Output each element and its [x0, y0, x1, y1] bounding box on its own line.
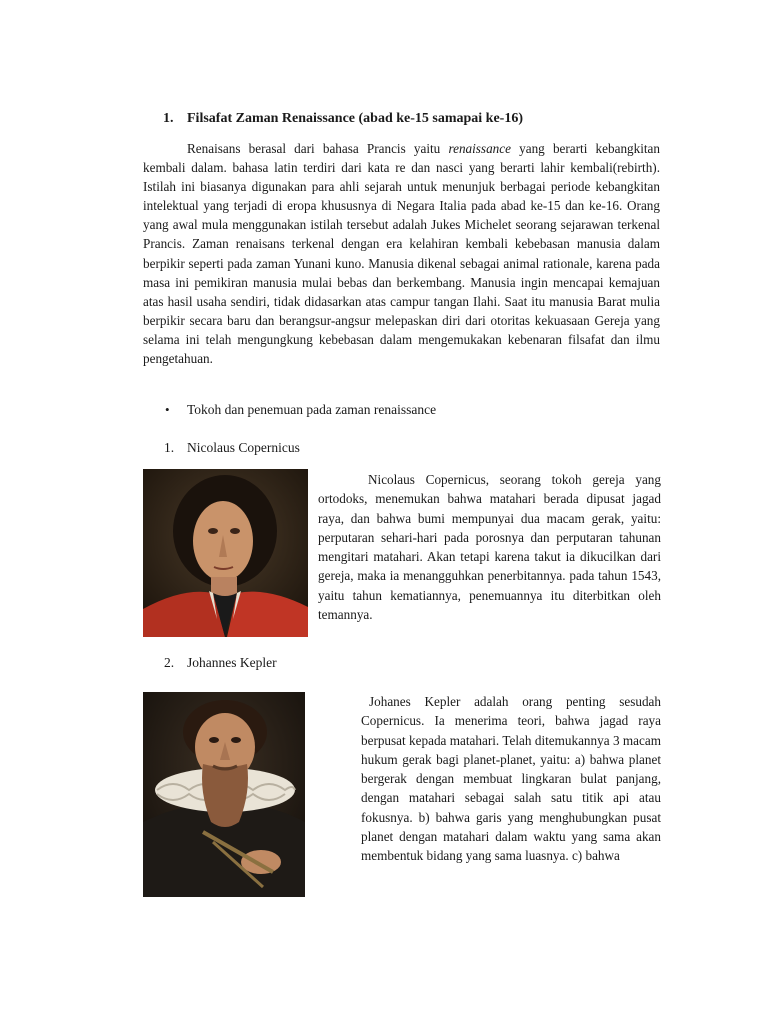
figure-number: 2. [164, 655, 175, 670]
intro-paragraph [143, 139, 660, 368]
bullet-item [165, 402, 436, 418]
figure-number: 1. [164, 440, 175, 455]
figure-heading-copernicus [164, 440, 300, 456]
section-heading [163, 111, 523, 127]
intro-italic-term: renaissance [448, 141, 511, 156]
copernicus-portrait [143, 469, 308, 637]
figure-name: Johannes Kepler [187, 655, 277, 670]
kepler-description [361, 692, 661, 866]
section-number: 1. [163, 111, 174, 126]
copernicus-portrait-image [143, 469, 308, 637]
kepler-portrait [143, 692, 305, 897]
figure-heading-kepler [164, 655, 277, 671]
section-title: Filsafat Zaman Renaissance (abad ke-15 samapai ke-16) [187, 111, 524, 126]
copernicus-description [318, 470, 661, 624]
figure-name: Nicolaus Copernicus [187, 440, 300, 455]
bullet-symbol: • [165, 402, 170, 417]
copernicus-description-text: Nicolaus Copernicus, seorang tokoh gereja yang ortodoks, menemukan bahwa matahari berada dipusat jagad raya, dan bahwa bumi mempunyai dua macam gerak, yaitu: perputaran sehari-hari pada porosnya dan perputaran tahunan mengitari matahari. Akan tetapi karena takut ia dikucilkan dari gereja, maka ia menangguhkan penerbitannya. pada tahun 1543, yaitu tahun kematiannya, penemuannya itu diterbitkan oleh temannya. [318, 472, 661, 623]
kepler-portrait-image [143, 692, 305, 897]
intro-text-start: Renaisans berasal dari bahasa Prancis yaitu [187, 141, 449, 156]
intro-text-rest: yang berarti kebangkitan kembali dalam. bahasa latin terdiri dari kata re dan nasci yang berarti lahir kembali(rebirth). Istilah ini biasanya digunakan para ahli sejarah untuk menunjuk berbagai periode kebangkitan intelektual yang terjadi di eropa khususnya di Negara Italia pada abad ke-15 dan ke-16. Orang yang awal mula menggunakan istilah tersebut adalah Jukes Michelet seorang sejarawan terkenal Prancis. Zaman renaisans terkenal dengan era kelahiran kembali kebebasan manusia dalam berpikir seperti pada zaman Yunani kuno. Manusia dikenal sebagai animal rationale, karena pada masa ini pemikiran manusia mulai bebas dan berkembang. Manusia ingin mencapai kemajuan atas hasil usaha sendiri, tidak didasarkan atas campur tangan Ilahi. Saat itu manusia Barat mulia berpikir secara baru dan berangsur-angsur melepaskan diri dari otoritas kekuasaan Gereja yang selama ini telah mengungkung kebebasan dalam mengemukakan kebenaran filsafat dan ilmu pengetahuan. [143, 141, 660, 367]
bullet-text: Tokoh dan penemuan pada zaman renaissance [187, 402, 437, 417]
kepler-description-text: Johanes Kepler adalah orang penting sesudah Copernicus. Ia menerima teori, bahwa jagad raya berpusat kepada matahari. Telah ditemukannya 3 macam hukum gerak bagi planet-planet, yaitu: a) bahwa planet bergerak dengan membuat lingkaran bulat panjang, dengan matahari sebagai salah satu titik api atau fokusnya. b) bahwa garis yang menghubungkan pusat planet dengan matahari dalam waktu yang sama akan membentuk bidang yang sama luasnya. c) bahwa [361, 694, 661, 864]
